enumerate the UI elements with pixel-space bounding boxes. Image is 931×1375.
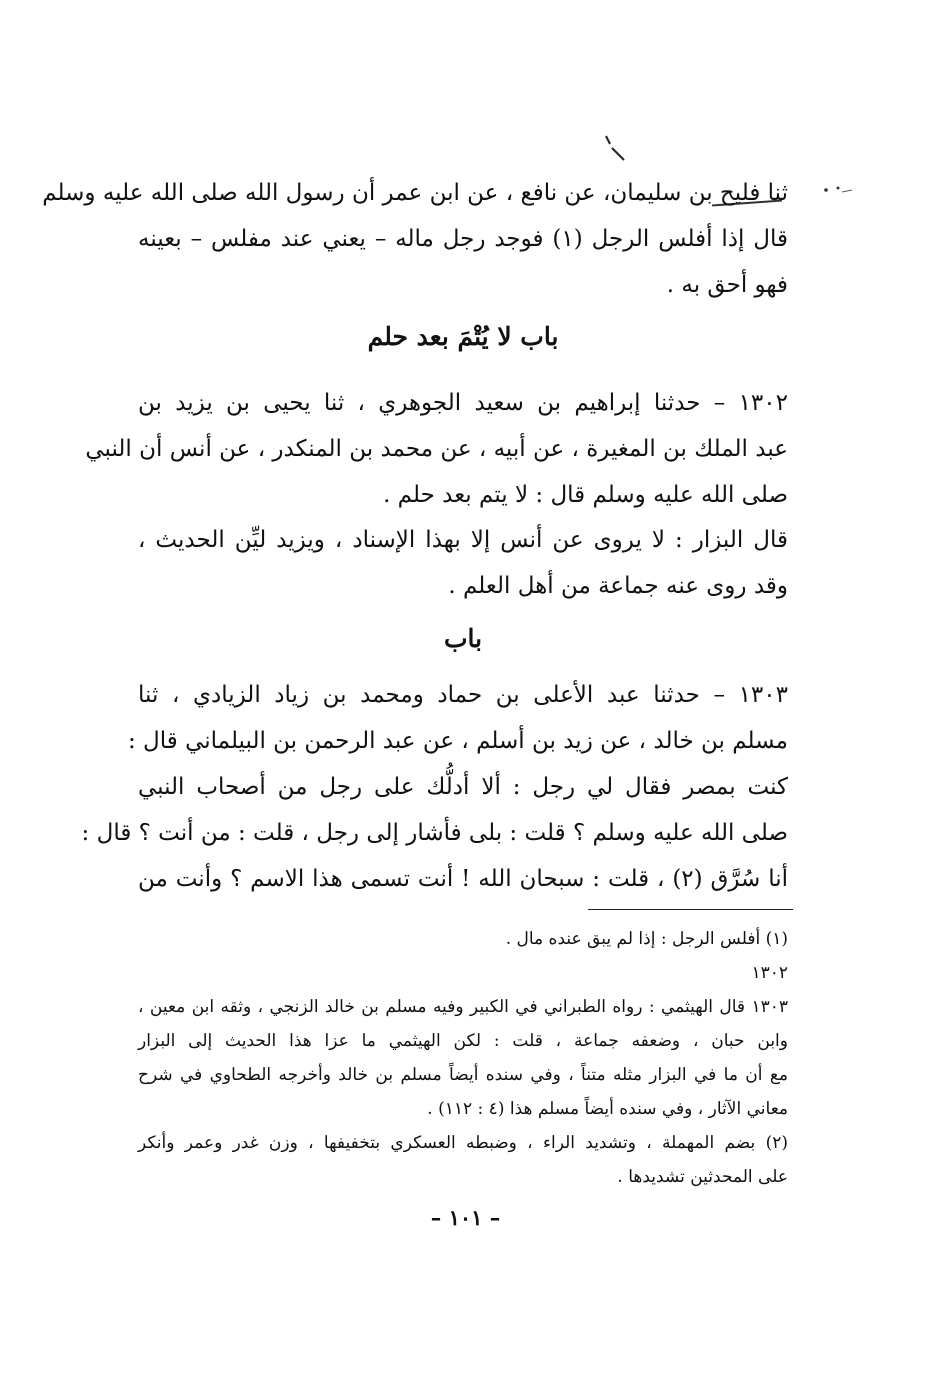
margin-dots-icon [820, 180, 854, 200]
footnote-1: (١) أفلس الرجل : إذا لم يبق عنده مال . [505, 929, 788, 949]
text-line: قال إذا أفلس الرجل (١) فوجد رجل ماله – يعني عند مفلس – بعينه [138, 226, 789, 252]
text-line: صلى الله عليه وسلم قال : لا يتم بعد حلم . [383, 482, 788, 508]
ink-mark-icon [598, 130, 634, 166]
footnote-ref-1302: ١٣٠٢ [751, 963, 788, 983]
chapter-heading: باب لا يُتْمَ بعد حلم [367, 322, 559, 351]
hadith-1302-text [85, 380, 788, 518]
text-line: مسلم بن خالد ، عن زيد بن أسلم ، عن عبد الرحمن بن البيلماني قال : [127, 728, 788, 754]
bazzar-comment [138, 517, 788, 609]
footnote-ref-1303-line: مع أن ما في البزار مثله متناً ، وفي سنده أيضاً مسلم بن خالد وأخرجه الطحاوي في شرح [138, 1065, 788, 1085]
text-line: وقد روى عنه جماعة من أهل العلم . [448, 573, 788, 599]
text-line: أنا سُرَّق (٢) ، قلت : سبحان الله ! أنت تسمى هذا الاسم ؟ وأنت من [138, 866, 788, 892]
text-line: ١٣٠٢ – حدثنا إبراهيم بن سعيد الجوهري ، ثنا يحيى بن يزيد بن [138, 390, 788, 416]
footnote-2-line: (٢) بضم المهملة ، وتشديد الراء ، وضبطه العسكري بتخفيفها ، وزن غدر وعمر وأنكر [138, 1133, 788, 1153]
footnote-ref-1303-line: معاني الآثار ، وفي سنده أيضاً مسلم هذا (٤ : ١١٢) . [427, 1099, 788, 1119]
text-line: قال البزار : لا يروى عن أنس إلا بهذا الإسناد ، ويزيد ليِّن الحديث ، [138, 527, 788, 553]
footnote-ref-1303-line: وابن حبان ، وضعفه جماعة ، قلت : لكن الهيثمي ما عزا هذا الحديث إلى البزار [138, 1031, 788, 1051]
text-line: كنت بمصر فقال لي رجل : ألا أدلُّك على رجل من أصحاب النبي [138, 774, 788, 800]
footnote-ref-1303-line: ١٣٠٣ قال الهيثمي : رواه الطبراني في الكبير وفيه مسلم بن خالد الزنجي ، وثقه ابن معين ، [138, 997, 788, 1017]
hadith-1303-text [81, 672, 788, 902]
hadith-1301-text [42, 170, 789, 308]
text-line: عبد الملك بن المغيرة ، عن أبيه ، عن محمد بن المنكدر ، عن أنس أن النبي [85, 436, 788, 462]
footnote-2-line: على المحدثين تشديدها . [617, 1167, 788, 1187]
text-line: ثنا فليح بن سليمان، عن نافع ، عن ابن عمر أن رسول الله صلى الله عليه وسلم [42, 180, 788, 206]
text-line: فهو أحق به . [666, 272, 788, 298]
page-number: – ١٠١ – [430, 1205, 501, 1230]
footnote-divider [588, 909, 793, 910]
footnotes [138, 922, 788, 1194]
chapter-heading: باب [443, 624, 483, 653]
text-line: صلى الله عليه وسلم ؟ قلت : بلى فأشار إلى رجل ، قلت : من أنت ؟ قال : [81, 820, 788, 846]
text-line: ١٣٠٣ – حدثنا عبد الأعلى بن حماد ومحمد بن زياد الزيادي ، ثنا [138, 682, 788, 708]
